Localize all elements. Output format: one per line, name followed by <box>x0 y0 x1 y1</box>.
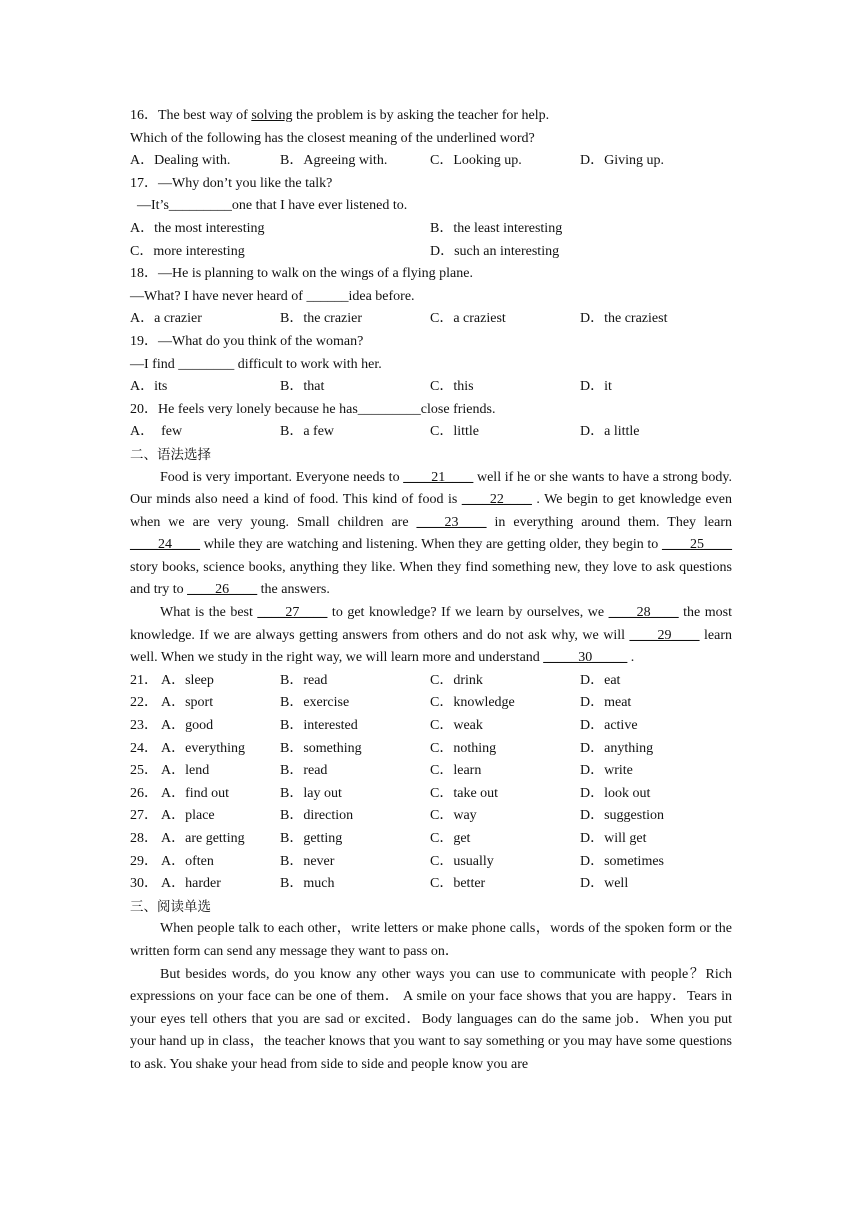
reading-paragraph-1: When people talk to each other，write letters or make phone calls，words of the spoken form or the written form can send any message they want to pass on． <box>130 921 732 959</box>
question-19-stem: 19．—What do you think of the woman? <box>130 333 364 349</box>
question-18-options <box>130 308 732 331</box>
option-b: B．read <box>280 763 328 779</box>
cloze-options-list <box>130 670 732 896</box>
option-b: B．exercise <box>280 695 350 711</box>
cloze-item-row <box>130 828 732 851</box>
option-a <box>130 828 280 851</box>
paragraph-text: What is the best <box>160 605 258 621</box>
cloze-blank: ____24____ <box>130 537 200 553</box>
cloze-paragraph-1 <box>130 467 732 603</box>
option-d: D．anything <box>580 740 654 756</box>
option-d: D．well <box>580 876 629 892</box>
option-d: D．such an interesting <box>430 243 560 259</box>
cloze-item-row <box>130 738 732 761</box>
stem-text: the problem is by asking the teacher for help. <box>292 108 550 123</box>
option-c: C．this <box>430 379 474 395</box>
option-c: C．better <box>430 876 486 892</box>
option-d: D．the craziest <box>580 311 668 327</box>
option-d: D．look out <box>580 785 651 801</box>
paragraph-text: learn well. When we study in the right way, we will learn more and understand <box>130 627 732 666</box>
item-number: 29． <box>130 853 158 869</box>
section-heading-reading: 三、阅读单选 <box>130 898 211 915</box>
paragraph-text: well if he or she wants to have a strong body. Our minds also need a kind of food. This kind of food is <box>130 469 733 508</box>
cloze-blank: ____22____ <box>461 492 532 508</box>
option-b: B．read <box>280 672 328 688</box>
paragraph-text: to get knowledge? If we learn by ourselves, we <box>327 605 609 621</box>
option-d: D．a little <box>580 424 640 440</box>
reading-paragraph-2: But besides words, do you know any other ways you can use to communicate with people？Rich expressions on your face can be one of them． A smile on your face shows that you are happy．Tears in your eyes tell others that you are sad or excited．Body languages can do the same job．When you put your hand up in class，the teacher knows that you want to say something or you may have some questions to ask. You shake your head from side to side and people know you are <box>130 966 732 1072</box>
option-b: B．interested <box>280 718 358 734</box>
option-d: D．eat <box>580 672 621 688</box>
option-b: B．Agreeing with. <box>280 153 388 169</box>
item-number: 21． <box>130 672 158 688</box>
item-number: 27． <box>130 808 158 824</box>
option-c: C．drink <box>430 672 483 688</box>
option-d: D．it <box>580 379 612 395</box>
option-text: A．find out <box>161 785 230 801</box>
cloze-blank: ____27____ <box>257 605 328 621</box>
option-c: C．usually <box>430 853 494 869</box>
item-number: 23． <box>130 718 158 734</box>
cloze-blank: ____25____ <box>662 537 732 553</box>
option-c: C．knowledge <box>430 695 515 711</box>
option-b: B．never <box>280 853 335 869</box>
cloze-item-row <box>130 692 732 715</box>
question-16-options <box>130 150 732 173</box>
option-a <box>130 715 280 738</box>
question-17-options-row1 <box>130 218 732 241</box>
cloze-item-row <box>130 760 732 783</box>
option-text: A．everything <box>161 740 245 756</box>
question-17-stem-2: —It’s_________one that I have ever listened to. <box>130 198 408 214</box>
option-text: A．place <box>161 808 215 824</box>
option-a: A．a crazier <box>130 311 202 327</box>
option-d: D．Giving up. <box>580 153 664 169</box>
paragraph-text: . <box>627 650 635 666</box>
question-18-stem-2: —What? I have never heard of ______idea before. <box>130 288 415 304</box>
option-d: D．sometimes <box>580 853 664 869</box>
option-b: B．something <box>280 740 362 756</box>
option-a <box>130 851 280 874</box>
option-c: C．take out <box>430 785 499 801</box>
option-text: A．sleep <box>161 672 214 688</box>
item-number: 30． <box>130 876 158 892</box>
option-d: D．suggestion <box>580 808 664 824</box>
option-c: C．more interesting <box>130 243 245 259</box>
option-b: B．the crazier <box>280 311 363 327</box>
option-a <box>130 783 280 806</box>
cloze-item-row <box>130 805 732 828</box>
question-18-stem: 18．—He is planning to walk on the wings of a flying plane. <box>130 266 473 282</box>
question-20-stem: 20．He feels very lonely because he has_________close friends. <box>130 401 496 417</box>
option-a <box>130 873 280 896</box>
item-number: 26． <box>130 785 158 801</box>
option-text: A．good <box>161 718 214 734</box>
cloze-blank: ____21____ <box>403 469 474 485</box>
option-b: B．a few <box>280 424 335 440</box>
question-20-options <box>130 421 732 444</box>
option-a <box>130 805 280 828</box>
cloze-blank: ____23____ <box>416 514 487 530</box>
cloze-item-row <box>130 851 732 874</box>
question-19-stem-2: —I find ________ difficult to work with her. <box>130 356 382 372</box>
option-b: B．getting <box>280 831 343 846</box>
option-b: B．that <box>280 379 325 395</box>
question-16-prompt: Which of the following has the closest meaning of the underlined word? <box>130 130 535 146</box>
option-a <box>130 760 280 783</box>
option-a <box>130 670 280 693</box>
question-17-stem: 17．—Why don’t you like the talk? <box>130 175 333 191</box>
option-b: B．much <box>280 876 335 892</box>
option-c: C．nothing <box>430 740 497 756</box>
option-d: D．write <box>580 763 633 779</box>
cloze-item-row <box>130 783 732 806</box>
option-a: A．its <box>130 379 168 395</box>
question-17-options-row2 <box>130 241 732 264</box>
option-c: C．a craziest <box>430 311 506 327</box>
cloze-blank: ____28____ <box>608 605 679 621</box>
option-c: C．get <box>430 831 471 846</box>
item-number: 25． <box>130 763 158 779</box>
option-a: A． few <box>130 424 183 440</box>
paragraph-text: the most knowledge. If we are always getting answers from others and do not ask why, we will <box>130 605 732 643</box>
option-text: A．harder <box>161 876 221 892</box>
option-c: C．little <box>430 424 479 440</box>
underlined-word: solving <box>251 108 293 123</box>
question-16-stem <box>130 105 732 128</box>
exam-content <box>130 105 732 1077</box>
paragraph-text: story books, science books, anything they like. When they find something new, they love to ask questions and try to <box>130 559 732 598</box>
option-d: D．will get <box>580 831 647 846</box>
option-d: D．meat <box>580 695 632 711</box>
cloze-blank: ____29____ <box>629 627 700 643</box>
cloze-item-row <box>130 670 732 693</box>
option-d: D．active <box>580 718 638 734</box>
question-19-options <box>130 376 732 399</box>
option-b: B．lay out <box>280 785 342 801</box>
paragraph-text: Food is very important. Everyone needs to <box>160 469 404 485</box>
option-a: A．the most interesting <box>130 220 265 236</box>
cloze-paragraph-2 <box>130 602 732 670</box>
option-text: A．lend <box>161 763 210 779</box>
option-c: C．learn <box>430 763 482 779</box>
cloze-item-row <box>130 873 732 896</box>
option-b: B．direction <box>280 808 354 824</box>
item-number: 22． <box>130 695 158 711</box>
option-text: A．are getting <box>161 831 245 846</box>
section-heading-grammar: 二、语法选择 <box>130 446 211 463</box>
item-number: 28． <box>130 831 158 846</box>
paragraph-text: the answers. <box>257 582 330 598</box>
paragraph-text: . We begin to get knowledge even when we are very young. Small children are <box>130 492 732 530</box>
option-text: A．sport <box>161 695 214 711</box>
option-c: C．Looking up. <box>430 153 522 169</box>
paragraph-text: while they are watching and listening. When they are getting older, they begin to <box>200 537 662 553</box>
option-c: C．weak <box>430 718 483 734</box>
option-a <box>130 738 280 761</box>
stem-text: 16．The best way of <box>130 108 252 123</box>
paragraph-text: in everything around them. They learn <box>486 514 732 530</box>
option-a: A．Dealing with. <box>130 153 231 169</box>
option-a <box>130 692 280 715</box>
option-b: B．the least interesting <box>430 220 563 236</box>
option-c: C．way <box>430 808 477 824</box>
cloze-item-row <box>130 715 732 738</box>
cloze-blank: _____30_____ <box>543 650 628 666</box>
option-text: A．often <box>161 853 214 869</box>
item-number: 24． <box>130 740 158 756</box>
cloze-blank: ____26____ <box>187 582 258 598</box>
